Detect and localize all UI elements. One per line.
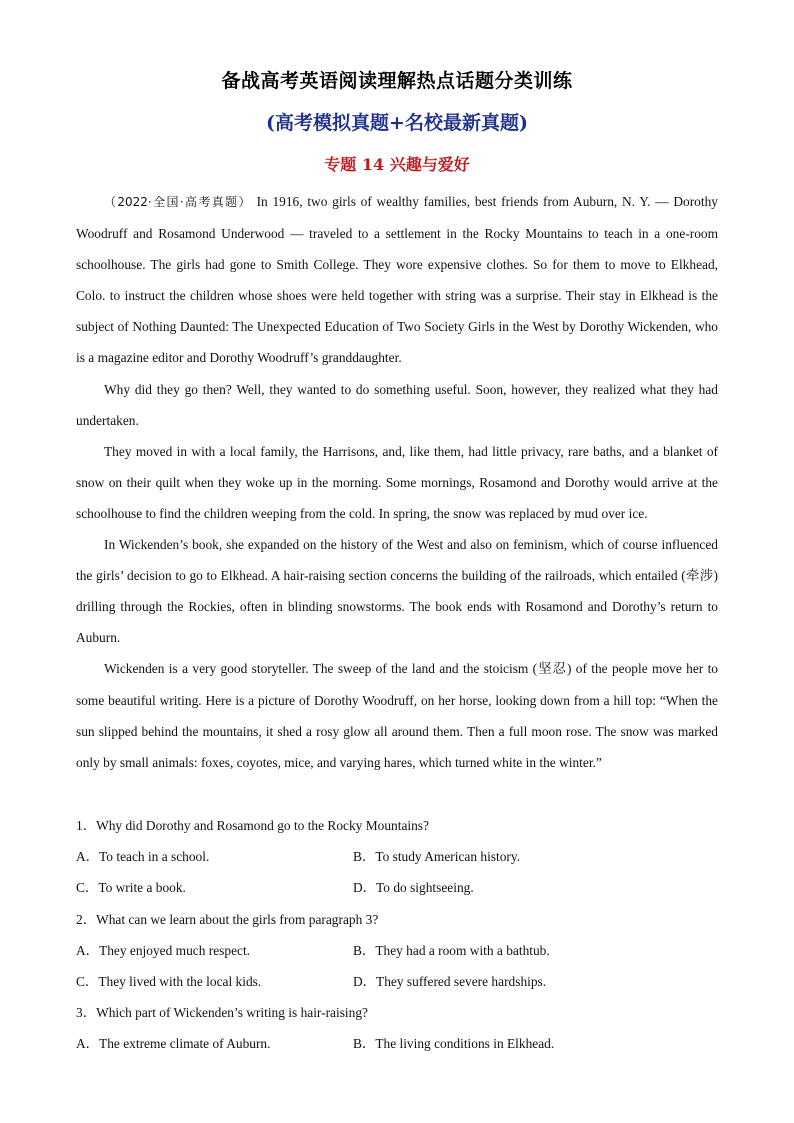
question-2-option-d: D．They suffered severe hardships. [353,974,547,990]
paragraph-5: Wickenden is a very good storyteller. The sweep of the land and the stoicism (坚忍) of the people move her to some beautiful writing. Here is a picture of Dorothy Woodruff, on her horse, looking down from a hill top: “When the sun slipped behind the mountains, it shed a rosy glow all around them. Then a full moon rose. The snow was marked only by small animals: foxes, coyotes, mice, and varying hares, which turned white in the winter.” [76,661,718,770]
question-3-options-row-1 [76,1028,718,1059]
reading-passage [76,186,718,778]
question-3-option-a: A．The extreme climate of Auburn. [76,1036,271,1052]
question-2-option-c: C．They lived with the local kids. [76,974,262,990]
paragraph-1-text: In 1916, two girls of wealthy families, best friends from Auburn, N. Y. — Dorothy Woodruff and Rosamond Underwood — traveled to a settlement in the Rocky Mountains to teach in a one-room schoolhouse. The girls had gone to Smith College. They wore expensive clothes. So for them to move to Elkhead, Colo. to instruct the children whose shoes were held together with string was a surprise. Their stay in Elkhead is the subject of Nothing Daunted: The Unexpected Education of Two Society Girls in the West by Dorothy Wickenden, who is a magazine editor and Dorothy Woodruff’s granddaughter. [76,194,718,366]
question-1-option-b: B．To study American history. [353,849,521,865]
question-1-options-row-1 [76,841,718,872]
source-label: （2022·全国·高考真题） [104,195,252,209]
paragraph-2: Why did they go then? Well, they wanted to do something useful. Soon, however, they realized what they had undertaken. [76,381,718,428]
question-1-option-d: D．To do sightseeing. [353,880,474,896]
question-1-stem: 1．Why did Dorothy and Rosamond go to the Rocky Mountains? [76,818,429,833]
question-2-option-a: A．They enjoyed much respect. [76,942,251,958]
question-list [76,810,718,1060]
question-3-option-b: B．The living conditions in Elkhead. [353,1036,555,1052]
question-3-stem: 3．Which part of Wickenden’s writing is hair-raising? [76,1005,368,1021]
question-1-options-row-2 [76,872,718,903]
paragraph-1 [76,186,718,374]
question-2-options-row-2 [76,966,718,997]
question-1-option-c: C．To write a book. [76,880,186,896]
document-title: 备战高考英语阅读理解热点话题分类训练 [221,70,573,92]
topic-heading: 专题 14 兴趣与爱好 [324,155,470,174]
paragraph-4: In Wickenden’s book, she expanded on the history of the West and also on feminism, which of course influenced the girls’ decision to go to Elkhead. A hair-raising section concerns the building of the railroads, which entailed (牵涉) drilling through the Rockies, often in blinding snowstorms. The book ends with Rosamond and Dorothy’s return to Auburn. [76,537,718,646]
paragraph-3: They moved in with a local family, the Harrisons, and, like them, had little privacy, rare baths, and a blanket of snow on their quilt when they woke up in the morning. Some mornings, Rosamond and Dorothy would arrive at the schoolhouse to find the children weeping from the cold. In spring, the snow was replaced by mud over ice. [76,443,718,521]
question-2-options-row-1 [76,935,718,966]
document-subtitle: (高考模拟真题+名校最新真题) [266,112,528,134]
question-2-option-b: B．They had a room with a bathtub. [353,942,550,958]
question-1-option-a: A．To teach in a school. [76,849,210,865]
question-2-stem: 2．What can we learn about the girls from paragraph 3? [76,911,379,927]
